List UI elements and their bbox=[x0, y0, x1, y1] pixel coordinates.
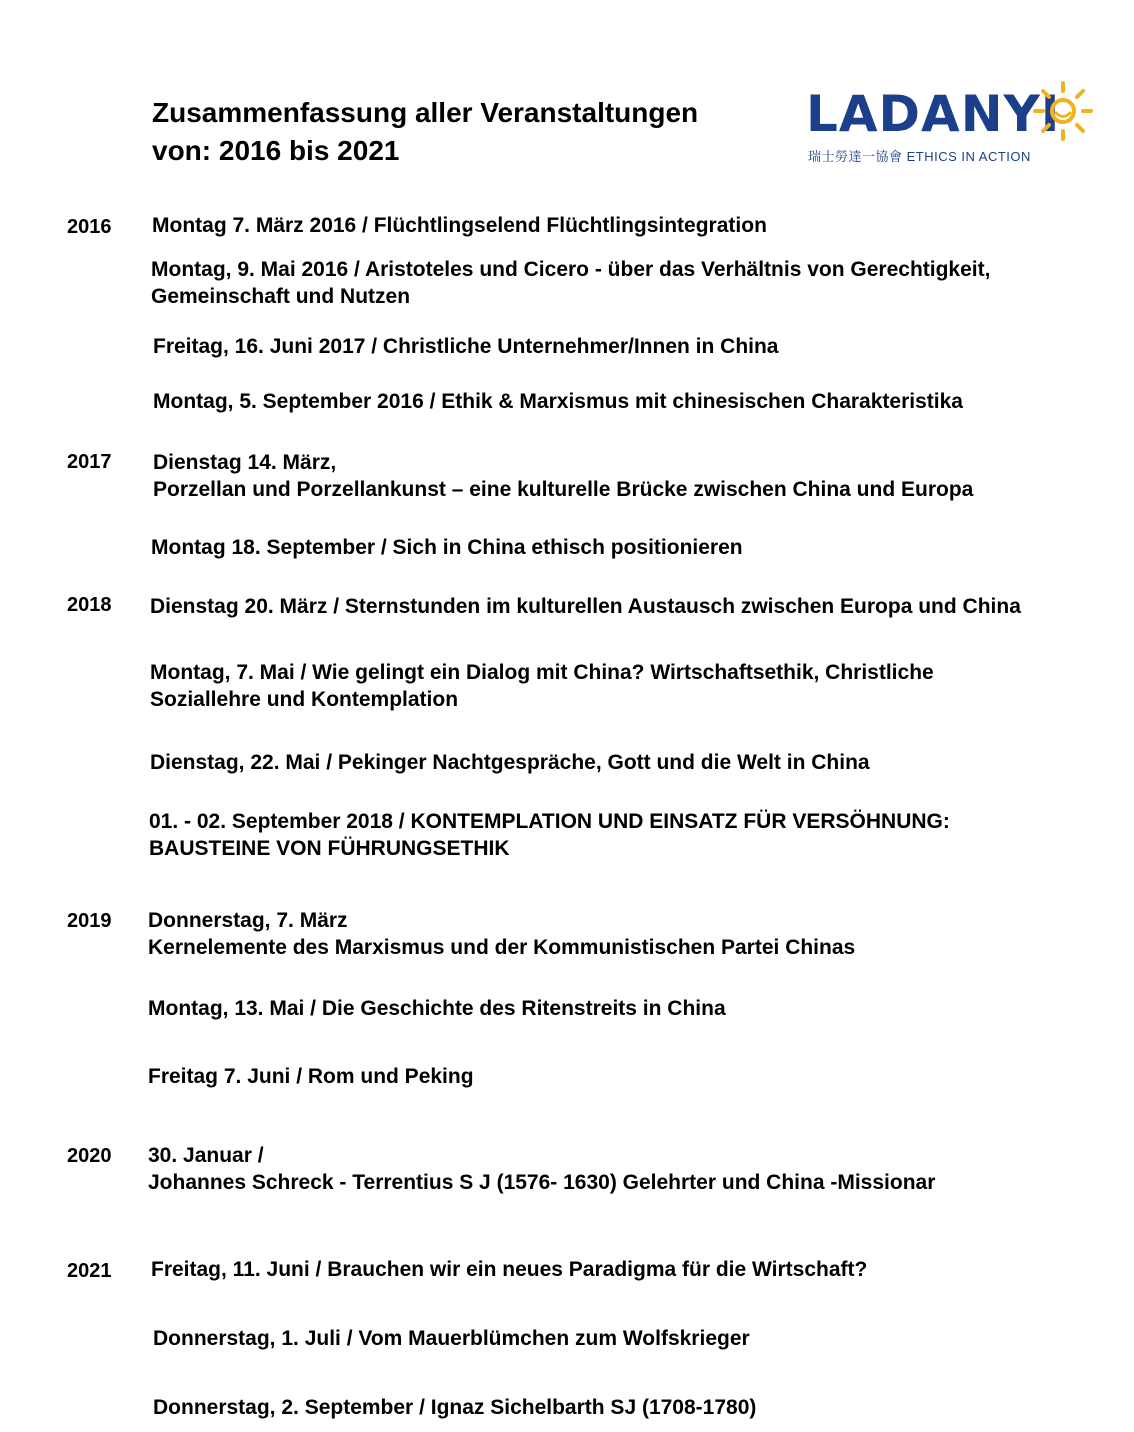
event-line: Montag, 9. Mai 2016 / Aristoteles und Cicero - über das Verhältnis von Gerechtigkeit, bbox=[151, 258, 991, 281]
page-title bbox=[152, 94, 698, 170]
event-line: BAUSTEINE VON FÜHRUNGSETHIK bbox=[149, 837, 510, 860]
event-line: 30. Januar / bbox=[148, 1144, 264, 1167]
year-label-2017: 2017 bbox=[67, 451, 112, 473]
event-item: Montag 7. März 2016 / Flüchtlingselend Flüchtlingsintegration bbox=[152, 214, 767, 237]
event-item: Donnerstag, 2. September / Ignaz Sichelbarth SJ (1708-1780) bbox=[153, 1396, 757, 1419]
logo-wordmark: LADANYI bbox=[806, 85, 1061, 143]
event-item: Donnerstag, 1. Juli / Vom Mauerblümchen zum Wolfskrieger bbox=[153, 1327, 750, 1350]
event-line: Dienstag 14. März, bbox=[153, 451, 337, 474]
event-item: Freitag, 11. Juni / Brauchen wir ein neues Paradigma für die Wirtschaft? bbox=[151, 1258, 868, 1281]
ladanyi-logo bbox=[806, 80, 1096, 164]
year-label-2016: 2016 bbox=[67, 216, 112, 238]
event-item: Dienstag 20. März / Sternstunden im kulturellen Austausch zwischen Europa und China bbox=[150, 595, 1021, 618]
event-line: Montag, 7. Mai / Wie gelingt ein Dialog mit China? Wirtschaftsethik, Christliche bbox=[150, 661, 934, 684]
logo-tagline: 瑞士勞達一協會 ETHICS IN ACTION bbox=[808, 149, 1031, 164]
event-item: Montag 18. September / Sich in China ethisch positionieren bbox=[151, 536, 743, 559]
year-label-2018: 2018 bbox=[67, 594, 112, 616]
event-line: Soziallehre und Kontemplation bbox=[150, 688, 459, 711]
event-item: Montag, 13. Mai / Die Geschichte des Ritenstreits in China bbox=[148, 997, 726, 1020]
event-item bbox=[150, 659, 934, 713]
event-item bbox=[153, 449, 973, 503]
sun-icon bbox=[1032, 80, 1094, 142]
event-line: Donnerstag, 7. März bbox=[148, 909, 348, 932]
event-line: Gemeinschaft und Nutzen bbox=[151, 285, 411, 308]
event-line: Kernelemente des Marxismus und der Kommunistischen Partei Chinas bbox=[148, 936, 856, 959]
event-item bbox=[148, 1142, 935, 1196]
year-label-2019: 2019 bbox=[67, 910, 112, 932]
year-label-2021: 2021 bbox=[67, 1260, 112, 1282]
title-line-1: Zusammenfassung aller Veranstaltungen bbox=[152, 97, 699, 128]
event-item: Montag, 5. September 2016 / Ethik & Marxismus mit chinesischen Charakteristika bbox=[153, 390, 963, 413]
event-item: Freitag, 16. Juni 2017 / Christliche Unternehmer/Innen in China bbox=[153, 335, 779, 358]
year-label-2020: 2020 bbox=[67, 1145, 112, 1167]
event-line: 01. - 02. September 2018 / KONTEMPLATION UND EINSATZ FÜR VERSÖHNUNG: bbox=[149, 810, 950, 833]
event-item: Freitag 7. Juni / Rom und Peking bbox=[148, 1065, 474, 1088]
event-line: Johannes Schreck - Terrentius S J (1576- 1630) Gelehrter und China -Missionar bbox=[148, 1171, 936, 1194]
event-line: Porzellan und Porzellankunst – eine kulturelle Brücke zwischen China und Europa bbox=[153, 478, 974, 501]
event-item: Dienstag, 22. Mai / Pekinger Nachtgespräche, Gott und die Welt in China bbox=[150, 751, 870, 774]
title-line-2: von: 2016 bis 2021 bbox=[152, 135, 400, 166]
event-item bbox=[151, 256, 990, 310]
event-item bbox=[148, 907, 855, 961]
event-item bbox=[149, 808, 950, 862]
